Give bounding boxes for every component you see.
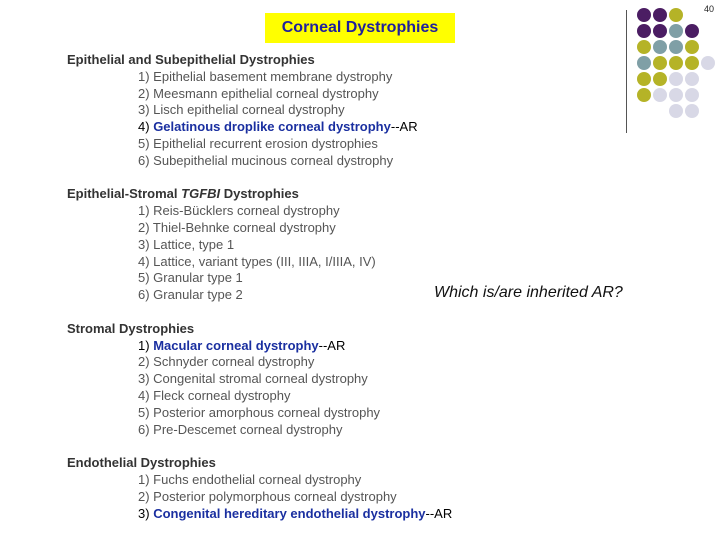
item-number: 4) bbox=[138, 119, 150, 135]
section-title bbox=[67, 321, 627, 338]
list-item: 3) Lattice, type 1 bbox=[138, 236, 235, 252]
slide-title: Corneal Dystrophies bbox=[281, 19, 439, 36]
gene-name: TGFBI bbox=[181, 186, 221, 202]
list-item-ar bbox=[138, 119, 627, 136]
decorative-dot bbox=[669, 88, 683, 102]
list-item: 6) Granular type 2 bbox=[138, 287, 243, 303]
list-item: 5) Granular type 1 bbox=[138, 270, 243, 286]
decorative-dot bbox=[669, 56, 683, 70]
section-endothelial bbox=[67, 455, 627, 522]
decorative-dot bbox=[669, 8, 683, 22]
section-epithelial-subepithelial bbox=[67, 52, 627, 170]
decorative-dot bbox=[653, 88, 667, 102]
decorative-dot bbox=[685, 104, 699, 118]
list-item: 1) Reis-Bücklers corneal dystrophy bbox=[138, 203, 340, 219]
section-title-text: Dystrophies bbox=[220, 186, 299, 202]
list-item: 2) Posterior polymorphous corneal dystrophy bbox=[138, 488, 397, 504]
item-number: 1) bbox=[138, 337, 150, 353]
list-item: 1) Epithelial basement membrane dystrophy bbox=[138, 68, 393, 84]
decorative-dot bbox=[653, 72, 667, 86]
slide-title-box bbox=[265, 13, 455, 43]
question-text: Which is/are inherited AR? bbox=[434, 284, 623, 301]
section-title bbox=[67, 455, 627, 472]
list-item: 6) Subepithelial mucinous corneal dystrophy bbox=[138, 152, 394, 168]
decorative-dot bbox=[669, 104, 683, 118]
ar-dystrophy-name: Gelatinous droplike corneal dystrophy bbox=[153, 119, 391, 135]
section-stromal bbox=[67, 321, 627, 439]
ar-dystrophy-name: Macular corneal dystrophy bbox=[153, 337, 319, 353]
list-item: 5) Posterior amorphous corneal dystrophy bbox=[138, 404, 381, 420]
ar-suffix: --AR bbox=[318, 337, 346, 353]
list-item: 2) Meesmann epithelial corneal dystrophy bbox=[138, 85, 379, 101]
list-item: 3) Congenital stromal corneal dystrophy bbox=[138, 371, 368, 387]
item-number: 3) bbox=[138, 505, 150, 521]
list-item-ar bbox=[138, 338, 627, 355]
decorative-dot bbox=[653, 56, 667, 70]
ar-suffix: --AR bbox=[390, 119, 418, 135]
list-item: 6) Pre-Descemet corneal dystrophy bbox=[138, 421, 343, 437]
decorative-dot bbox=[637, 88, 651, 102]
decorative-dot bbox=[701, 56, 715, 70]
decorative-dot bbox=[653, 8, 667, 22]
list-item: 3) Lisch epithelial corneal dystrophy bbox=[138, 102, 345, 118]
decorative-dot bbox=[653, 40, 667, 54]
decorative-dot bbox=[637, 72, 651, 86]
decorative-dot bbox=[669, 72, 683, 86]
section-title bbox=[67, 52, 627, 69]
page-number: 40 bbox=[703, 4, 714, 14]
decorative-dot bbox=[637, 40, 651, 54]
section-title-text: Stromal Dystrophies bbox=[67, 320, 195, 336]
decorative-dot-grid bbox=[637, 8, 720, 118]
section-title bbox=[67, 186, 627, 203]
decorative-dot bbox=[637, 24, 651, 38]
decorative-dot bbox=[669, 24, 683, 38]
decorative-dot bbox=[653, 24, 667, 38]
section-title-text: Epithelial and Subepithelial Dystrophies bbox=[67, 52, 315, 67]
list-item: 1) Fuchs endothelial corneal dystrophy bbox=[138, 471, 362, 487]
decorative-dot bbox=[685, 40, 699, 54]
list-item: 5) Epithelial recurrent erosion dystrophies bbox=[138, 135, 378, 151]
decorative-dot bbox=[685, 88, 699, 102]
list-item-ar bbox=[138, 506, 627, 523]
list-item: 2) Schnyder corneal dystrophy bbox=[138, 354, 315, 370]
decorative-dot bbox=[685, 24, 699, 38]
decorative-dot bbox=[637, 8, 651, 22]
ar-suffix: --AR bbox=[425, 505, 453, 521]
decorative-dot bbox=[685, 72, 699, 86]
list-item: 2) Thiel-Behnke corneal dystrophy bbox=[138, 219, 336, 235]
list-item: 4) Lattice, variant types (III, IIIA, I/IIIA, IV) bbox=[138, 253, 376, 269]
decorative-dot bbox=[637, 56, 651, 70]
decorative-dot bbox=[685, 56, 699, 70]
ar-dystrophy-name: Congenital hereditary endothelial dystrophy bbox=[153, 505, 426, 521]
list-item: 4) Fleck corneal dystrophy bbox=[138, 387, 291, 403]
section-title-text: Epithelial-Stromal bbox=[67, 186, 182, 202]
decorative-dot bbox=[669, 40, 683, 54]
section-title-text: Endothelial Dystrophies bbox=[67, 455, 216, 471]
